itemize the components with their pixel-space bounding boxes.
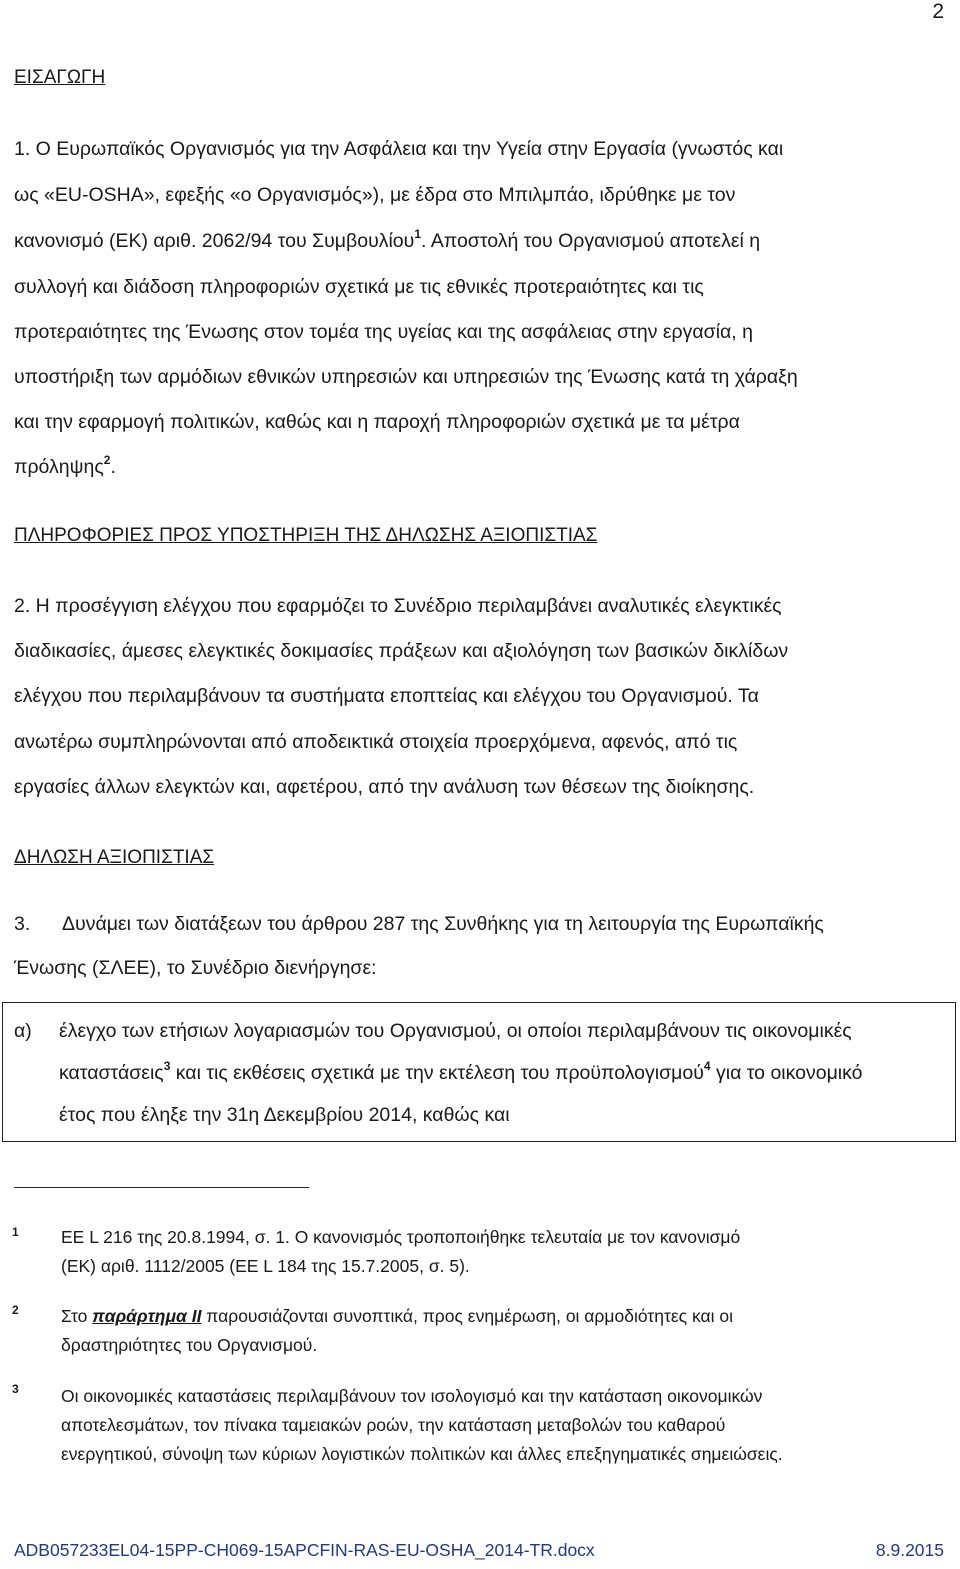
footer-filename: ADB057233EL04-15PP-CH069-15APCFIN-RAS-EU-OSHA_2014-TR.docx [14, 1540, 595, 1560]
paragraph-number: 3. [14, 913, 31, 935]
footer-date: 8.9.2015 [875, 1540, 944, 1560]
section-heading-information: ΠΛΗΡΟΦΟΡΙΕΣ ΠΡΟΣ ΥΠΟΣΤΗΡΙΞΗ ΤΗΣ ΔΗΛΩΣΗΣ ΑΞΙΟΠΙΣΤΙΑΣ [14, 525, 598, 546]
paragraph-line: συλλογή και διάδοση πληροφοριών σχετικά με τις εθνικές προτεραιότητες και τις [14, 276, 704, 298]
paragraph-line: προτεραιότητες της Ένωσης στον τομέα της υγείας και της ασφάλειας στην εργασία, η [14, 321, 753, 343]
paragraph-line [14, 227, 761, 253]
paragraph-line: ελέγχου που περιλαμβάνουν τα συστήματα εποπτείας και ελέγχου του Οργανισμού. Τα [14, 685, 759, 707]
section-heading-introduction: ΕΙΣΑΓΩΓΗ [14, 67, 106, 88]
section-heading-statement: ΔΗΛΩΣΗ ΑΞΙΟΠΙΣΤΙΑΣ [14, 847, 215, 868]
annex-link[interactable]: παράρτημα ΙΙ [92, 1306, 202, 1326]
footnote-separator [14, 1187, 309, 1188]
list-item-line: έλεγχο των ετήσιων λογαριασμών του Οργανισμού, οι οποίοι περιλαμβάνουν τις οικονομικές [59, 1020, 852, 1042]
footnote-line: ΕΕ L 216 της 20.8.1994, σ. 1. Ο κανονισμός τροποποιήθηκε τελευταία με τον κανονισμό [61, 1227, 741, 1247]
footnote-line: Οι οικονομικές καταστάσεις περιλαμβάνουν τον ισολογισμό και την κατάσταση οικονομικών [61, 1386, 763, 1406]
list-item-line: έτος που έληξε την 31η Δεκεμβρίου 2014, καθώς και [59, 1104, 510, 1126]
page-number: 2 [932, 0, 944, 23]
paragraph-line: ανωτέρω συμπληρώνονται από αποδεικτικά στοιχεία προερχόμενα, αφενός, από τις [14, 731, 738, 753]
paragraph-text: . Αποστολή του Οργανισμού αποτελεί η [421, 230, 761, 252]
footnote-line [61, 1306, 733, 1327]
paragraph-line: υποστήριξη των αρμόδιων εθνικών υπηρεσιών και υπηρεσιών της Ένωσης κατά τη χάραξη [14, 366, 798, 388]
paragraph-line: 1. Ο Ευρωπαϊκός Οργανισμός για την Ασφάλεια και την Υγεία στην Εργασία (γνωστός και [14, 138, 784, 160]
footnote-ref-3[interactable]: 3 [163, 1059, 171, 1073]
footnote-mark: 1 [12, 1225, 19, 1239]
footnote-text: παρουσιάζονται συνοπτικά, προς ενημέρωση, οι αρμοδιότητες και οι [201, 1306, 733, 1326]
paragraph-text: Δυνάμει των διατάξεων του άρθρου 287 της Συνθήκης για τη λειτουργία της Ευρωπαϊκής [62, 913, 824, 935]
footnote-line: ενεργητικού, σύνοψη των κύριων λογιστικών πολιτικών και άλλες επεξηγηματικές σημειώσεις. [61, 1444, 783, 1464]
paragraph-text: πρόληψης [14, 456, 104, 478]
paragraph-line: διαδικασίες, άμεσες ελεγκτικές δοκιμασίες πράξεων και αξιολόγηση των βασικών δικλίδων [14, 640, 789, 662]
paragraph-line: εργασίες άλλων ελεγκτών και, αφετέρου, από την ανάλυση των θέσεων της διοίκησης. [14, 776, 755, 798]
paragraph-line: ως «EU-OSHA», εφεξής «ο Οργανισμός»), με έδρα στο Μπιλμπάο, ιδρύθηκε με τον [14, 184, 736, 206]
footnote-line: δραστηριότητες του Οργανισμού. [61, 1335, 318, 1355]
paragraph-line [14, 453, 116, 479]
paragraph-text: κανονισμό (ΕΚ) αριθ. 2062/94 του Συμβουλίου [14, 230, 415, 252]
paragraph-line: και την εφαρμογή πολιτικών, καθώς και η παροχή πληροφοριών σχετικά με τα μέτρα [14, 411, 740, 433]
paragraph-text: . [110, 456, 116, 478]
footnote-mark: 2 [12, 1303, 19, 1317]
list-marker: α) [14, 1020, 32, 1042]
footnote-ref-2[interactable]: 2 [103, 453, 111, 467]
footnote-text: Στο [61, 1306, 93, 1326]
list-item-text: για το οικονομικό [710, 1062, 863, 1084]
footnote-mark: 3 [12, 1382, 19, 1396]
footnote-line: (ΕΚ) αριθ. 1112/2005 (ΕΕ L 184 της 15.7.2005, σ. 5). [61, 1256, 470, 1276]
footnote-ref-1[interactable]: 1 [414, 227, 422, 241]
paragraph-line: Ένωσης (ΣΛΕΕ), το Συνέδριο διενήργησε: [14, 957, 377, 979]
list-item-line [59, 1059, 863, 1085]
list-item-text: και τις εκθέσεις σχετικά με την εκτέλεση του προϋπολογισμού [170, 1062, 704, 1084]
paragraph-line: 2. Η προσέγγιση ελέγχου που εφαρμόζει το Συνέδριο περιλαμβάνει αναλυτικές ελεγκτικές [14, 595, 782, 617]
paragraph-line [14, 913, 824, 936]
footnote-ref-4[interactable]: 4 [703, 1059, 711, 1073]
footnote-line: αποτελεσμάτων, τον πίνακα ταμειακών ροών, την κατάσταση μεταβολών του καθαρού [61, 1415, 726, 1435]
list-item-text: καταστάσεις [59, 1062, 164, 1084]
